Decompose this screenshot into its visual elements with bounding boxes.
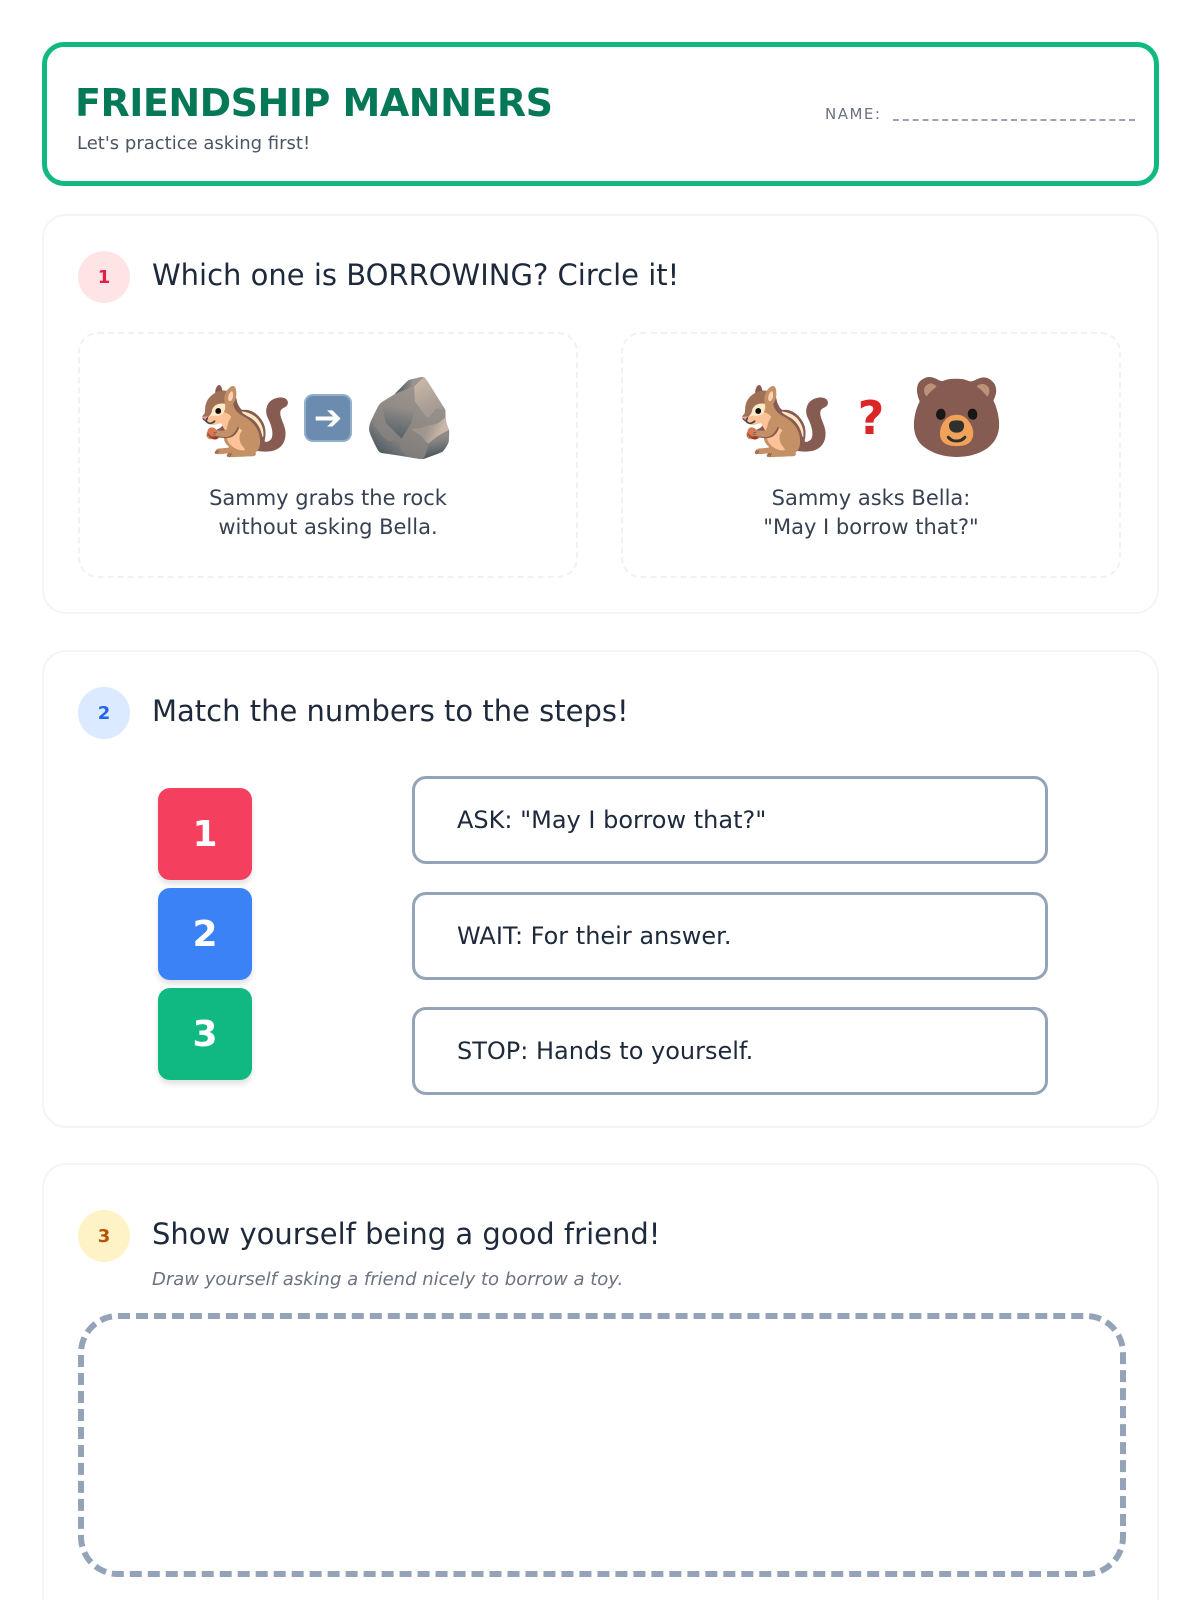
drawing-instructions: Draw yourself asking a friend nicely to borrow a toy. [152, 1269, 624, 1290]
worksheet-subtitle: Let's practice asking first! [77, 133, 311, 154]
bear-icon: 🐻 [908, 373, 1006, 463]
choice-illustration [80, 370, 576, 466]
question-number-badge: 3 [78, 1210, 130, 1262]
choice-grabbing[interactable] [78, 332, 578, 578]
drawing-area[interactable] [78, 1313, 1126, 1577]
name-write-line[interactable] [893, 119, 1135, 121]
question-mark-icon: ? [857, 391, 885, 445]
choice-illustration [623, 370, 1119, 466]
number-tile-3[interactable]: 3 [158, 988, 252, 1080]
question-title: Show yourself being a good friend! [152, 1217, 661, 1251]
choice-caption [80, 484, 576, 542]
number-tile-1[interactable]: 1 [158, 788, 252, 880]
caption-line: without asking Bella. [218, 515, 438, 539]
choice-asking[interactable] [621, 332, 1121, 578]
caption-line: "May I borrow that?" [763, 515, 979, 539]
rock-icon: 🪨 [362, 373, 460, 463]
step-box-wait[interactable]: WAIT: For their answer. [412, 892, 1048, 980]
number-tile-2[interactable]: 2 [158, 888, 252, 980]
question-title: Match the numbers to the steps! [152, 694, 629, 728]
question-title: Which one is BORROWING? Circle it! [152, 258, 680, 292]
chipmunk-icon: 🐿️ [196, 373, 294, 463]
step-box-ask[interactable]: ASK: "May I borrow that?" [412, 776, 1048, 864]
caption-line: Sammy grabs the rock [209, 486, 447, 510]
choice-caption [623, 484, 1119, 542]
worksheet-header [42, 42, 1159, 186]
chipmunk-icon: 🐿️ [736, 373, 834, 463]
caption-line: Sammy asks Bella: [771, 486, 971, 510]
step-box-stop[interactable]: STOP: Hands to yourself. [412, 1007, 1048, 1095]
question-2-card [42, 650, 1159, 1128]
question-number-badge: 1 [78, 251, 130, 303]
question-3-card [42, 1163, 1159, 1600]
worksheet-title: FRIENDSHIP MANNERS [75, 81, 553, 125]
name-label: NAME: [825, 105, 882, 123]
right-arrow-icon: ➔ [304, 394, 352, 442]
question-number-badge: 2 [78, 687, 130, 739]
question-1-card [42, 214, 1159, 614]
